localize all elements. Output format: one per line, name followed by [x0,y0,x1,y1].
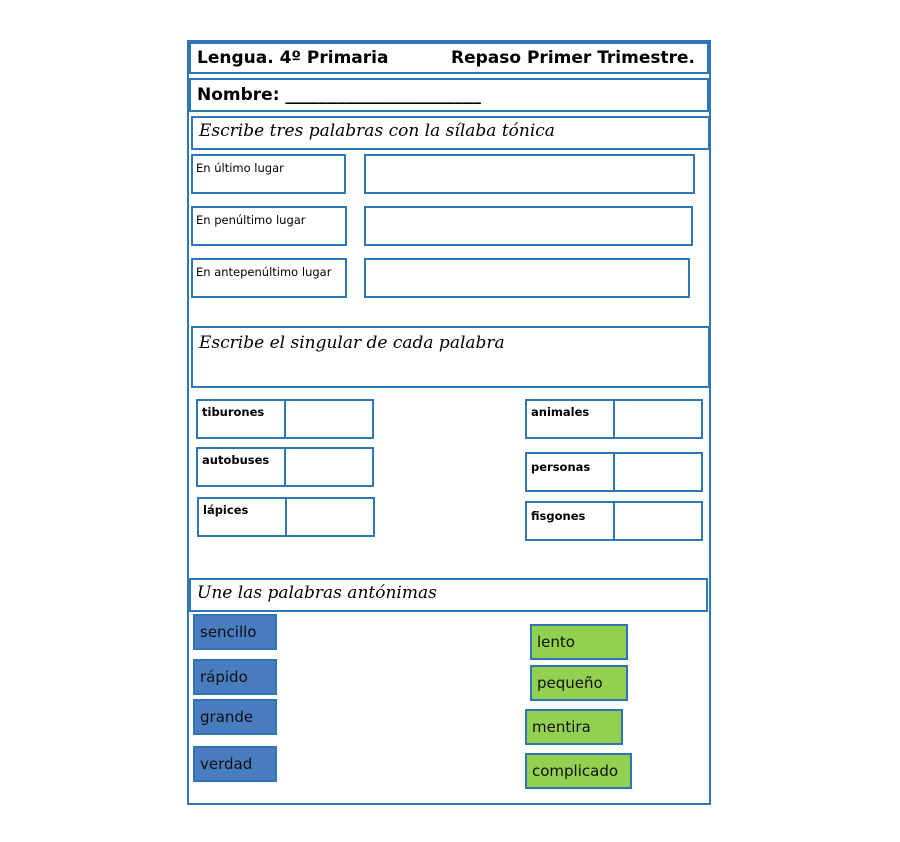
answer-box-penultimate[interactable] [364,206,693,246]
section2-instruction [191,326,710,388]
subject-title: Lengua. 4º Primaria [197,48,389,68]
name-label: Nombre: _______________________ [197,85,481,105]
antonym-word-right[interactable] [525,709,623,745]
plural-word-text: lápices [203,503,249,517]
singular-answer-box[interactable] [284,399,374,439]
plural-word [196,447,286,487]
antonym-word-left-text: grande [200,708,254,726]
antonym-word-right[interactable] [525,753,632,789]
antonym-word-right[interactable] [530,665,628,701]
section1-instruction-text: Escribe tres palabras con la sílaba tónica [199,121,555,141]
antonym-word-left[interactable] [193,699,277,735]
answer-box-last[interactable] [364,154,695,194]
stress-label-antepenultimate-text: En antepenúltimo lugar [196,265,332,279]
antonym-word-right-text: lento [537,633,575,651]
antonym-word-left[interactable] [193,659,277,695]
plural-word-text: tiburones [202,405,265,419]
section3-instruction-text: Une las palabras antónimas [197,583,437,603]
singular-answer-box[interactable] [613,399,703,439]
stress-label-penultimate-text: En penúltimo lugar [196,213,306,227]
stress-label-last [191,154,346,194]
antonym-word-left-text: sencillo [200,623,257,641]
worksheet-header [189,42,709,74]
antonym-word-left[interactable] [193,746,277,782]
antonym-word-left-text: verdad [200,755,253,773]
singular-answer-box[interactable] [613,452,703,492]
stress-label-antepenultimate [191,258,347,298]
antonym-word-left-text: rápido [200,668,248,686]
antonym-word-right-text: mentira [532,718,591,736]
plural-word [525,452,615,492]
plural-word [525,501,615,541]
antonym-word-right-text: complicado [532,762,619,780]
singular-answer-box[interactable] [613,501,703,541]
section2-instruction-text: Escribe el singular de cada palabra [199,333,505,353]
plural-word-text: animales [531,405,590,419]
stress-label-last-text: En último lugar [196,161,284,175]
singular-answer-box[interactable] [284,447,374,487]
section1-instruction [191,116,710,150]
plural-word-text: personas [531,460,591,474]
antonym-word-right-text: pequeño [537,674,603,692]
plural-word [196,399,286,439]
review-title: Repaso Primer Trimestre. [451,48,695,68]
section3-instruction [189,578,708,612]
plural-word-text: autobuses [202,453,270,467]
stress-label-penultimate [191,206,347,246]
plural-word-text: fisgones [531,509,586,523]
antonym-word-right[interactable] [530,624,628,660]
plural-word [197,497,287,537]
singular-answer-box[interactable] [285,497,375,537]
antonym-word-left[interactable] [193,614,277,650]
name-field[interactable] [189,78,709,112]
plural-word [525,399,615,439]
answer-box-antepenultimate[interactable] [364,258,690,298]
